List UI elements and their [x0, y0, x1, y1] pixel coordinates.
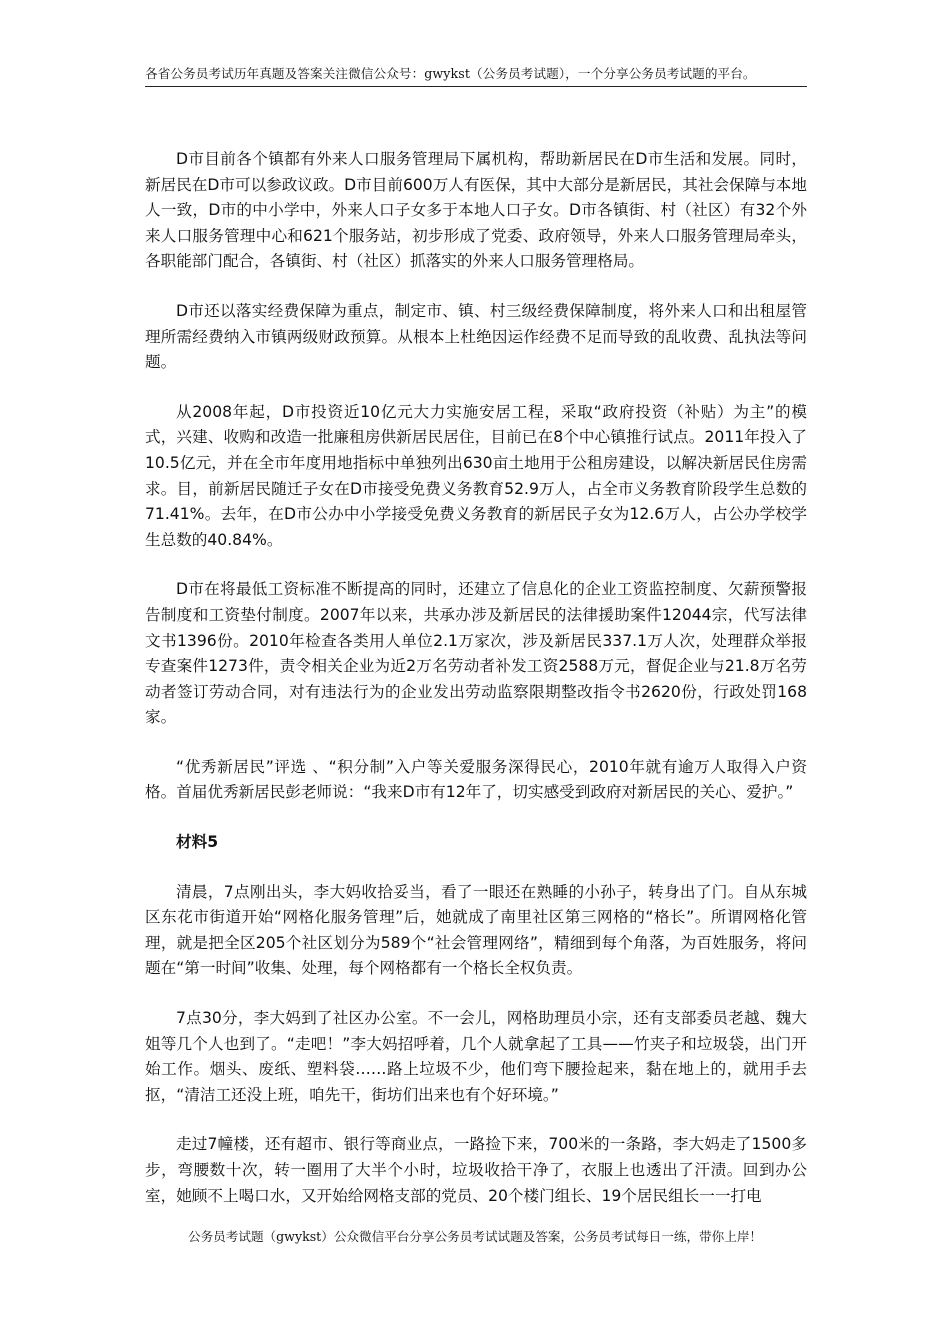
paragraph: D市还以落实经费保障为重点，制定市、镇、村三级经费保障制度，将外来人口和出租屋管理所需经费纳入市镇两级财政预算。从根本上杜绝因运作经费不足而导致的乱收费、乱执法等问题。: [145, 301, 807, 372]
document-body: [145, 147, 807, 1233]
paragraph: 从2008年起，D市投资近10亿元大力实施安居工程，采取“政府投资（补贴）为主”的模式，兴建、收购和改造一批廉租房供新居民居住，目前已在8个中心镇推行试点。2011年投入了10.5亿元，并在全市年度用地指标中单独列出630亩土地用于公租房建设，以解决新居民住房需求。目，前新居民随迁子女在D市接受免费义务教育52.9万人，占全市义务教育阶段学生总数的71.41%。去年，在D市公办中小学接受免费义务教育的新居民子女为12.6万人，占公办学校学生总数的40.84%。: [145, 402, 807, 549]
paragraph: 7点30分，李大妈到了社区办公室。不一会儿，网格助理员小宗，还有支部委员老越、魏大姐等几个人也到了。“走吧！”李大妈招呼着，几个人就拿起了工具——竹夹子和垃圾袋，出门开始工作。烟头、废纸、塑料袋……路上垃圾不少，他们弯下腰捡起来，黏在地上的，就用手去抠，“清洁工还没上班，咱先干，街坊们出来也有个好环境。”: [145, 1009, 807, 1104]
page-footer: 公务员考试题（gwykst）公众微信平台分享公务员考试试题及答案，公务员考试每日一练，带你上岸！: [187, 1229, 763, 1244]
section-heading: 材料5: [176, 833, 219, 852]
page-header: 各省公务员考试历年真题及答案关注微信公众号：gwykst（公务员考试题），一个分享公务员考试题的平台。: [145, 66, 756, 81]
paragraph: “优秀新居民”评选 、“积分制”入户等关爱服务深得民心，2010年就有逾万人取得入户资格。首届优秀新居民彭老师说：“我来D市有12年了，切实感受到政府对新居民的关心、爱护。”: [145, 757, 807, 802]
paragraph: D市目前各个镇都有外来人口服务管理局下属机构，帮助新居民在D市生活和发展。同时，新居民在D市可以参政议政。D市目前600万人有医保，其中大部分是新居民，其社会保障与本地人一致，D市的中小学中，外来人口子女多于本地人口子女。D市各镇街、村（社区）有32个外来人口服务管理中心和621个服务站，初步形成了党委、政府领导，外来人口服务管理局牵头，各职能部门配合，各镇街、村（社区）抓落实的外来人口服务管理格局。: [145, 150, 807, 271]
paragraph: 清晨，7点刚出头，李大妈收拾妥当，看了一眼还在熟睡的小孙子，转身出了门。自从东城区东花市街道开始“网格化服务管理”后，她就成了南里社区第三网格的“格长”。所谓网格化管理，就是把全区205个社区划分为589个“社会管理网络”，精细到每个角落，为百姓服务，将问题在“第一时间”收集、处理，每个网格都有一个格长全权负责。: [145, 882, 807, 978]
paragraph: D市在将最低工资标准不断提高的同时，还建立了信息化的企业工资监控制度、欠薪预警报告制度和工资垫付制度。2007年以来，共承办涉及新居民的法律援助案件12044宗，代写法律文书1396份。2010年检查各类用人单位2.1万家次，涉及新居民337.1万人次，处理群众举报专查案件1273件，责令相关企业为近2万名劳动者补发工资2588万元，督促企业与21.8万名劳动者签订劳动合同，对有违法行为的企业发出劳动监察限期整改指令书2620份，行政处罚168家。: [145, 580, 807, 727]
paragraph: 走过7幢楼，还有超市、银行等商业点，一路捡下来，700米的一条路，李大妈走了1500多步，弯腰数十次，转一圈用了大半个小时，垃圾收拾干净了，衣服上也透出了汗渍。回到办公室，她顾不上喝口水，又开始给网格支部的党员、20个楼门组长、19个居民组长一一打电: [145, 1135, 807, 1205]
header-divider: [145, 86, 807, 87]
